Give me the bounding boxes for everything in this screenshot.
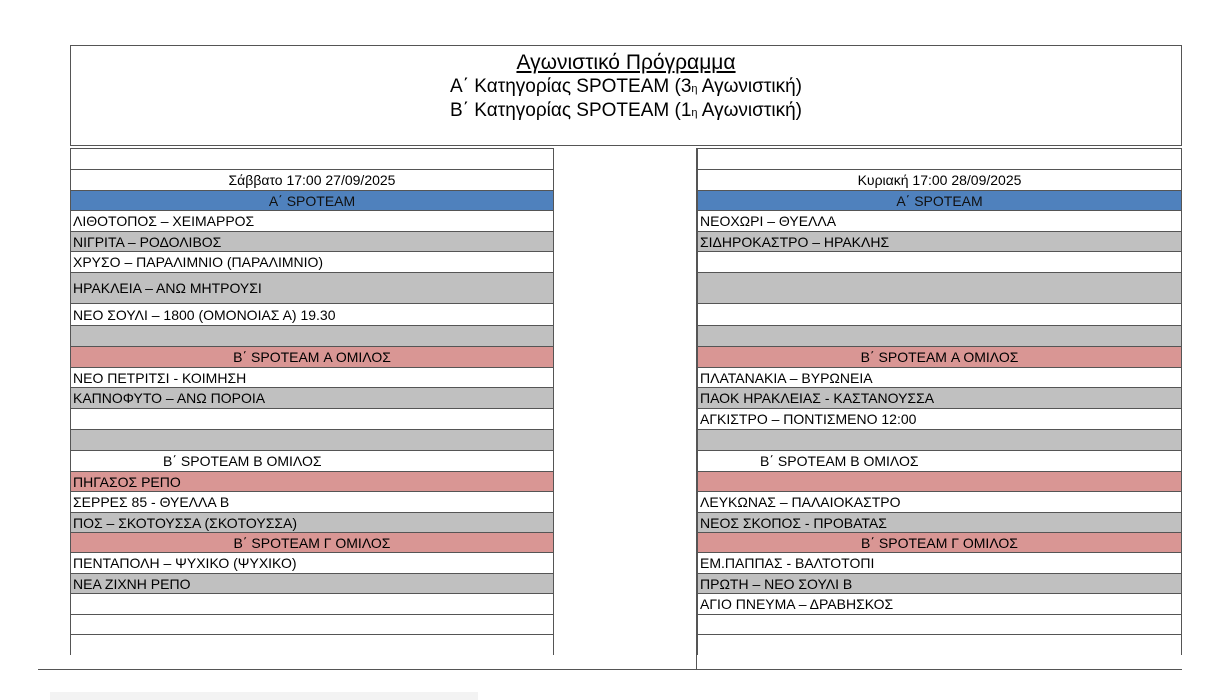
section-header-b-group-a: Β΄ SPOTEAM Α ΟΜΙΛΟΣ bbox=[698, 347, 1181, 368]
section-header-b-group-b: Β΄ SPOTEAM Β ΟΜΙΛΟΣ bbox=[71, 451, 553, 472]
saturday-column bbox=[70, 148, 554, 655]
match-row: ΝΕΟΣ ΣΚΟΠΟΣ - ΠΡΟΒΑΤΑΣ bbox=[698, 513, 1181, 533]
empty-row bbox=[71, 326, 553, 347]
match-row: ΧΡΥΣΟ – ΠΑΡΑΛΙΜΝΙΟ (ΠΑΡΑΛΙΜΝΙΟ) bbox=[71, 252, 553, 273]
empty-row bbox=[71, 148, 553, 170]
empty-row bbox=[698, 273, 1181, 304]
empty-row bbox=[698, 326, 1181, 347]
match-row: ΣΙΔΗΡΟΚΑΣΤΡΟ – ΗΡΑΚΛΗΣ bbox=[698, 232, 1181, 252]
bottom-rule bbox=[38, 669, 1182, 670]
day-heading: Κυριακή 17:00 28/09/2025 bbox=[698, 170, 1181, 191]
section-header-b-group-g: Β΄ SPOTEAM Γ ΟΜΙΛΟΣ bbox=[71, 533, 553, 553]
match-row: ΛΕΥΚΩΝΑΣ – ΠΑΛΑΙΟΚΑΣΤΡΟ bbox=[698, 492, 1181, 513]
sunday-column bbox=[697, 148, 1182, 655]
match-row: ΑΓΙΟ ΠΝΕΥΜΑ – ΔΡΑΒΗΣΚΟΣ bbox=[698, 594, 1181, 615]
day-heading: Σάββατο 17:00 27/09/2025 bbox=[71, 170, 553, 191]
subtitle-category-a: Α΄ Κατηγορίας SPOTEAM ($3^\eta$ Αγωνιστική) bbox=[450, 76, 802, 97]
match-row: ΝΙΓΡΙΤΑ – ΡΟΔΟΛΙΒΟΣ bbox=[71, 232, 553, 252]
empty-row bbox=[698, 252, 1181, 273]
empty-row bbox=[71, 409, 553, 430]
match-row: ΝΕΑ ΖΙΧΝΗ ΡΕΠΟ bbox=[71, 574, 553, 594]
rest-row: ΠΗΓΑΣΟΣ ΡΕΠΟ bbox=[71, 472, 553, 492]
empty-row bbox=[71, 594, 553, 615]
section-header-a-spoteam: Α΄ SPOTEAM bbox=[698, 191, 1181, 211]
section-header-b-group-g: Β΄ SPOTEAM Γ ΟΜΙΛΟΣ bbox=[698, 533, 1181, 553]
match-row: ΠΟΣ – ΣΚΟΤΟΥΣΣΑ (ΣΚΟΤΟΥΣΣΑ) bbox=[71, 513, 553, 533]
match-row: ΠΕΝΤΑΠΟΛΗ – ΨΥΧΙΚΟ (ΨΥΧΙΚΟ) bbox=[71, 553, 553, 574]
subtitle-category-b: Β΄ Κατηγορίας SPOTEAM ($1^\eta$ Αγωνιστική) bbox=[450, 100, 802, 121]
match-row: ΛΙΘΟΤΟΠΟΣ – ΧΕΙΜΑΡΡΟΣ bbox=[71, 211, 553, 232]
match-row: ΝΕΟ ΠΕΤΡΙΤΣΙ - ΚΟΙΜΗΣΗ bbox=[71, 368, 553, 388]
section-header-b-group-b: Β΄ SPOTEAM Β ΟΜΙΛΟΣ bbox=[698, 451, 1181, 472]
empty-row bbox=[71, 635, 553, 655]
empty-row bbox=[698, 148, 1181, 170]
empty-row bbox=[698, 615, 1181, 635]
column-gap bbox=[554, 148, 697, 670]
empty-row bbox=[698, 430, 1181, 451]
match-row: ΝΕΟ ΣΟΥΛΙ – 1800 (ΟΜΟΝΟΙΑΣ Α) 19.30 bbox=[71, 304, 553, 326]
match-row: ΝΕΟΧΩΡΙ – ΘΥΕΛΛΑ bbox=[698, 211, 1181, 232]
match-row: ΠΛΑΤΑΝΑΚΙΑ – ΒΥΡΩΝΕΙΑ bbox=[698, 368, 1181, 388]
match-row: ΠΑΟΚ ΗΡΑΚΛΕΙΑΣ - ΚΑΣΤΑΝΟΥΣΣΑ bbox=[698, 388, 1181, 409]
match-row: ΕΜ.ΠΑΠΠΑΣ - ΒΑΛΤΟΤΟΠΙ bbox=[698, 553, 1181, 574]
empty-row bbox=[71, 430, 553, 451]
match-row: ΣΕΡΡΕΣ 85 - ΘΥΕΛΛΑ Β bbox=[71, 492, 553, 513]
empty-row bbox=[698, 472, 1181, 492]
empty-row bbox=[698, 304, 1181, 326]
faint-box bbox=[50, 692, 478, 700]
empty-row bbox=[698, 635, 1181, 655]
match-row: ΗΡΑΚΛΕΙΑ – ΑΝΩ ΜΗΤΡΟΥΣΙ bbox=[71, 273, 553, 304]
section-header-b-group-a: Β΄ SPOTEAM Α ΟΜΙΛΟΣ bbox=[71, 347, 553, 368]
match-row: ΠΡΩΤΗ – ΝΕΟ ΣΟΥΛΙ Β bbox=[698, 574, 1181, 594]
schedule-header bbox=[70, 45, 1182, 146]
page-title: Αγωνιστικό Πρόγραμμα bbox=[516, 51, 736, 74]
match-row: ΑΓΚΙΣΤΡΟ – ΠΟΝΤΙΣΜΕΝΟ 12:00 bbox=[698, 409, 1181, 430]
empty-row bbox=[71, 615, 553, 635]
match-row: ΚΑΠΝΟΦΥΤΟ – ΑΝΩ ΠΟΡΟΙΑ bbox=[71, 388, 553, 409]
section-header-a-spoteam: Α΄ SPOTEAM bbox=[71, 191, 553, 211]
